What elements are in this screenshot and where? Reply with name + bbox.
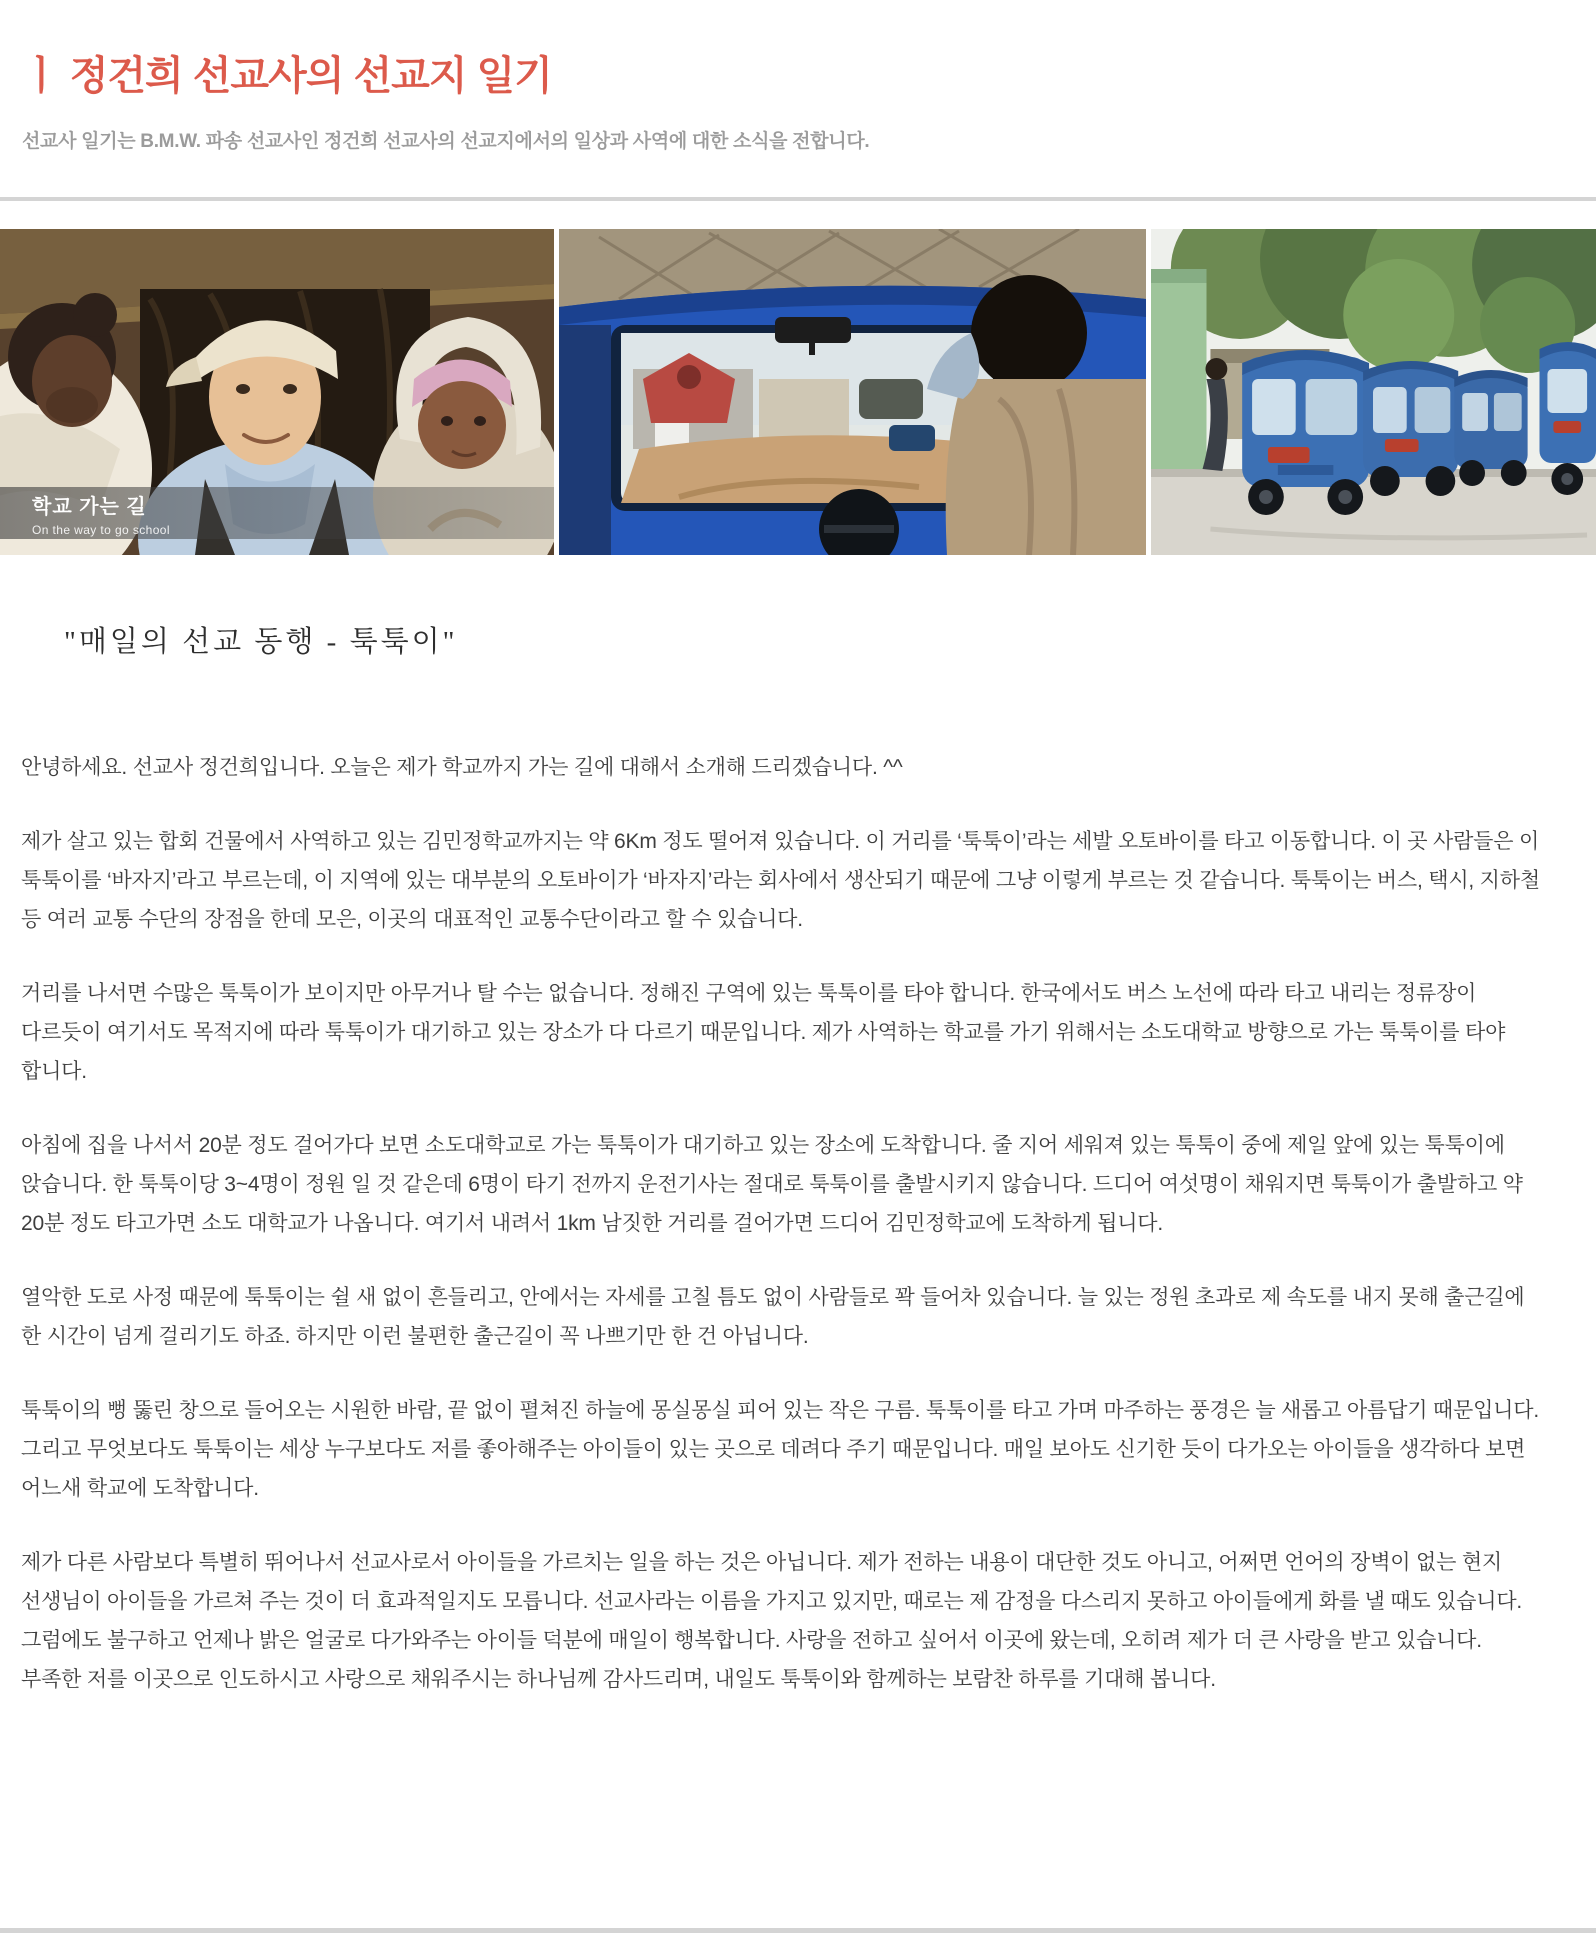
paragraph-reflection: 제가 다른 사람보다 특별히 뛰어나서 선교사로서 아이들을 가르치는 일을 하는 것은 아닙니다. 제가 전하는 내용이 대단한 것도 아니고, 어쩌면 언어의 장벽이 없는 현지 선생님이 아이들을 가르쳐 주는 것이 더 효과적일지도 모릅니다. 선교사라는 이름을 가지고 있지만, 때로는 제 감정을 다스리지 못하고 아이들에게 화를 낼 때도 있습니다. 그럼에도 불구하고 언제나 밝은 얼굴로 다가와주는 아이들 덕분에 매일이 행복합니다. 사랑을 전하고 싶어서 이곳에 왔는데, 오히려 제가 더 큰 사랑을 받고 있습니다. 부족한 저를 이곳으로 인도하시고 사랑으로 채워주시는 하나님께 감사드리며, 내일도 툭툭이와 함께하는 보람찬 하루를 기대해 봅니다.: [21, 1551, 1523, 1691]
photo-caption-overlay: [0, 487, 554, 539]
page-title: ㅣ 정건희 선교사의 선교지 일기: [22, 54, 552, 98]
photo-tuktuk-queue-street: [1151, 229, 1596, 555]
page-subtitle: 선교사 일기는 B.M.W. 파송 선교사인 정건희 선교사의 선교지에서의 일상과 사역에 대한 소식을 전합니다.: [22, 131, 870, 152]
paragraph-rough-roads: 열악한 도로 사정 때문에 툭툭이는 쉴 새 없이 흔들리고, 안에서는 자세를 고칠 틈도 없이 사람들로 꽉 들어차 있습니다. 늘 있는 정원 초과로 제 속도를 내지 못해 출근길에 한 시간이 넘게 걸리기도 하죠. 하지만 이런 불편한 출근길이 꼭 나쁘기만 한 건 아닙니다.: [21, 1286, 1525, 1348]
top-divider: [0, 197, 1596, 201]
photo-caption-korean: 학교 가는 길: [32, 495, 147, 518]
photo-tuktuk-windshield-view: [559, 229, 1146, 555]
paragraph-greeting: 안녕하세요. 선교사 정건희입니다. 오늘은 제가 학교까지 가는 길에 대해서 소개해 드리겠습니다. ^^: [21, 756, 903, 779]
tuktuk-queue-illustration: [1151, 229, 1596, 555]
page-header: [0, 0, 1596, 153]
article-quote-title: "매일의 선교 동행 - 툭툭이": [64, 626, 458, 658]
photo-caption-english: On the way to go school: [32, 522, 170, 537]
paragraph-tuktuk-intro: 제가 살고 있는 합회 건물에서 사역하고 있는 김민정학교까지는 약 6Km 정도 떨어져 있습니다. 이 거리를 ‘툭툭이’라는 세발 오토바이를 타고 이동합니다. 이 곳 사람들은 이 툭툭이를 ‘바자지’라고 부르는데, 이 지역에 있는 대부분의 오토바이가 ‘바자지’라는 회사에서 생산되기 때문에 그냥 이렇게 부르는 것 같습니다. 툭툭이는 버스, 택시, 지하철 등 여러 교통 수단의 장점을 한데 모은, 이곳의 대표적인 교통수단이라고 할 수 있습니다.: [21, 830, 1540, 931]
windshield-illustration: [559, 229, 1146, 555]
photo-selfie-in-tuktuk: [0, 229, 554, 555]
paragraph-morning-commute: 아침에 집을 나서서 20분 정도 걸어가다 보면 소도대학교로 가는 툭툭이가 대기하고 있는 장소에 도착합니다. 줄 지어 세워져 있는 툭툭이 중에 제일 앞에 있는 툭툭이에 앉습니다. 한 툭툭이당 3~4명이 정원 일 것 같은데 6명이 타기 전까지 운전기사는 절대로 툭툭이를 출발시키지 않습니다. 드디어 여섯명이 채워지면 툭툭이가 출발하고 약 20분 정도 타고가면 소도 대학교가 나옵니다. 여기서 내려서 1km 남짓한 거리를 걸어가면 드디어 김민정학교에 도착하게 됩니다.: [21, 1134, 1523, 1235]
paragraph-scenery: 툭툭이의 뻥 뚫린 창으로 들어오는 시원한 바람, 끝 없이 펼쳐진 하늘에 몽실몽실 피어 있는 작은 구름. 툭툭이를 타고 가며 마주하는 풍경은 늘 새롭고 아름답기 때문입니다. 그리고 무엇보다도 툭툭이는 세상 누구보다도 저를 좋아해주는 아이들이 있는 곳으로 데려다 주기 때문입니다. 매일 보아도 신기한 듯이 다가오는 아이들을 생각하다 보면 어느새 학교에 도착합니다.: [21, 1399, 1539, 1500]
photo-strip: [0, 229, 1596, 555]
bottom-divider: [0, 1928, 1596, 1933]
article-body: [0, 748, 1596, 1699]
paragraph-zones: 거리를 나서면 수많은 툭툭이가 보이지만 아무거나 탈 수는 없습니다. 정해진 구역에 있는 툭툭이를 타야 합니다. 한국에서도 버스 노선에 따라 타고 내리는 정류장이 다르듯이 여기서도 목적지에 따라 툭툭이가 대기하고 있는 장소가 다 다르기 때문입니다. 제가 사역하는 학교를 가기 위해서는 소도대학교 방향으로 가는 툭툭이를 타야 합니다.: [21, 982, 1506, 1083]
